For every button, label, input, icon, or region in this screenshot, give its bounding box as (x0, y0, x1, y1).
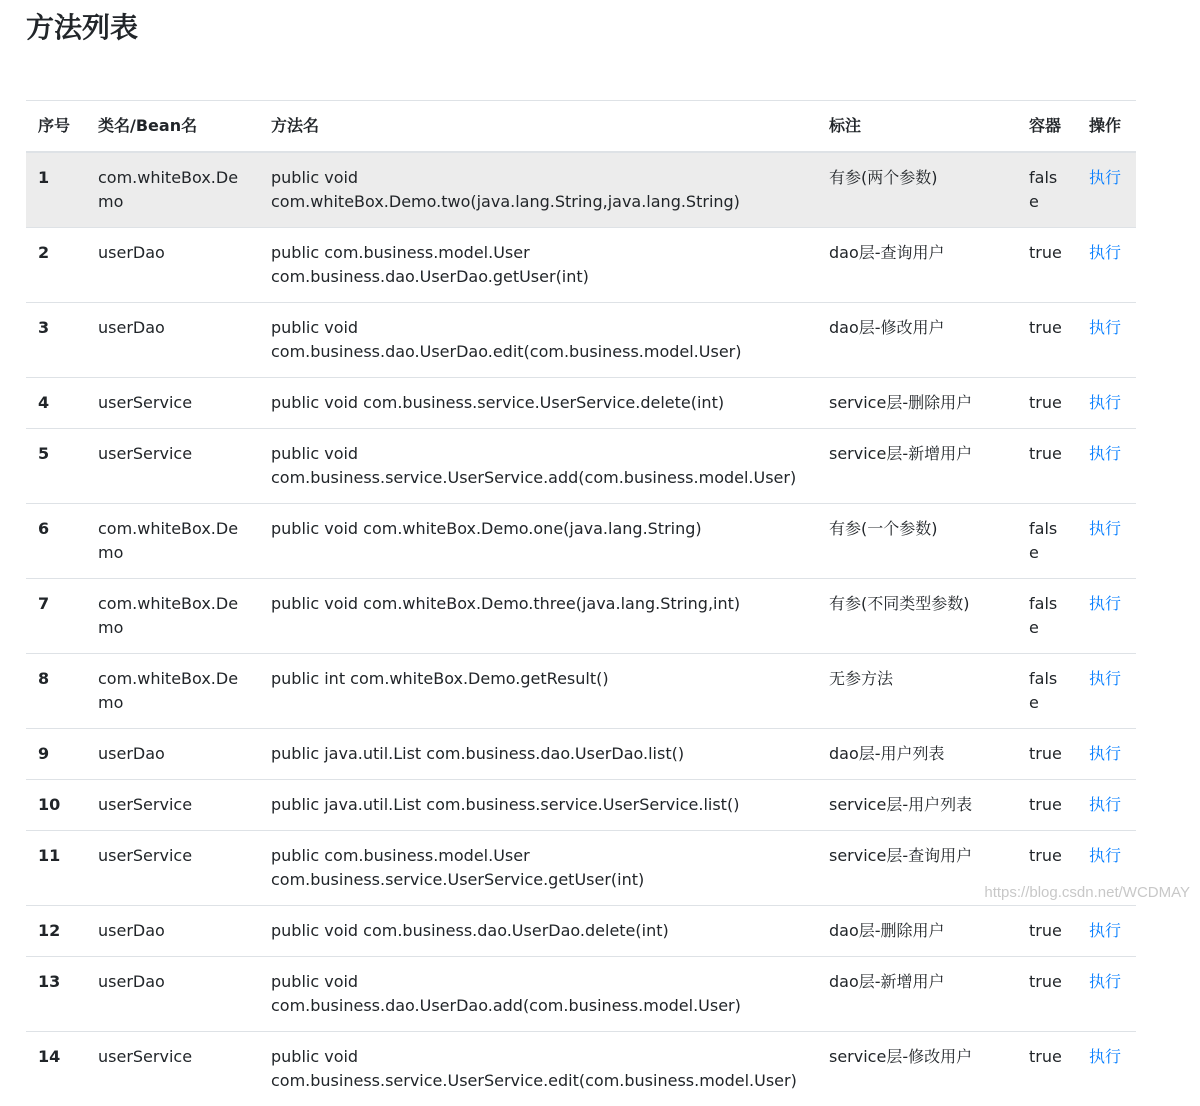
row-index: 2 (26, 228, 86, 303)
row-method: public void com.business.service.UserService.delete(int) (259, 378, 817, 429)
row-note: dao层-用户列表 (817, 729, 1017, 780)
row-container: true (1017, 831, 1077, 906)
execute-link[interactable]: 执行 (1089, 393, 1121, 412)
table-row (26, 1032, 1136, 1106)
execute-link[interactable]: 执行 (1089, 519, 1121, 538)
row-action (1077, 152, 1136, 228)
row-note: dao层-修改用户 (817, 303, 1017, 378)
row-method: public void com.whiteBox.Demo.three(java.lang.String,int) (259, 579, 817, 654)
row-index: 14 (26, 1032, 86, 1106)
execute-link[interactable]: 执行 (1089, 795, 1121, 814)
row-note: 有参(两个参数) (817, 152, 1017, 228)
header-index: 序号 (26, 101, 86, 153)
table-row (26, 228, 1136, 303)
table-row (26, 729, 1136, 780)
row-method: public com.business.model.User com.business.dao.UserDao.getUser(int) (259, 228, 817, 303)
row-container: true (1017, 303, 1077, 378)
row-note: service层-修改用户 (817, 1032, 1017, 1106)
row-container: true (1017, 1032, 1077, 1106)
row-method: public void com.business.dao.UserDao.delete(int) (259, 906, 817, 957)
header-note: 标注 (817, 101, 1017, 153)
table-header (26, 101, 1136, 153)
row-bean: com.whiteBox.Demo (86, 654, 259, 729)
execute-link[interactable]: 执行 (1089, 243, 1121, 262)
execute-link[interactable]: 执行 (1089, 669, 1121, 688)
execute-link[interactable]: 执行 (1089, 744, 1121, 763)
header-row (26, 101, 1136, 153)
table-row (26, 152, 1136, 228)
table-row (26, 654, 1136, 729)
row-index: 11 (26, 831, 86, 906)
row-action (1077, 579, 1136, 654)
row-container: true (1017, 429, 1077, 504)
row-bean: userDao (86, 729, 259, 780)
row-index: 6 (26, 504, 86, 579)
execute-link[interactable]: 执行 (1089, 444, 1121, 463)
row-index: 5 (26, 429, 86, 504)
row-bean: userDao (86, 957, 259, 1032)
execute-link[interactable]: 执行 (1089, 921, 1121, 940)
page-title: 方法列表 (26, 8, 138, 48)
row-action (1077, 429, 1136, 504)
row-container: true (1017, 729, 1077, 780)
execute-link[interactable]: 执行 (1089, 846, 1121, 865)
row-container: true (1017, 378, 1077, 429)
row-bean: userService (86, 1032, 259, 1106)
row-action (1077, 228, 1136, 303)
row-bean: userService (86, 429, 259, 504)
row-bean: com.whiteBox.Demo (86, 579, 259, 654)
execute-link[interactable]: 执行 (1089, 1047, 1121, 1066)
row-index: 13 (26, 957, 86, 1032)
row-note: service层-查询用户 (817, 831, 1017, 906)
row-index: 10 (26, 780, 86, 831)
table-row (26, 579, 1136, 654)
row-index: 1 (26, 152, 86, 228)
row-method: public int com.whiteBox.Demo.getResult() (259, 654, 817, 729)
row-container: false (1017, 504, 1077, 579)
row-method: public void com.whiteBox.Demo.one(java.lang.String) (259, 504, 817, 579)
row-bean: userService (86, 780, 259, 831)
row-container: false (1017, 152, 1077, 228)
table-row (26, 429, 1136, 504)
header-action: 操作 (1077, 101, 1136, 153)
row-note: service层-新增用户 (817, 429, 1017, 504)
row-method: public void com.business.dao.UserDao.add(com.business.model.User) (259, 957, 817, 1032)
row-method: public com.business.model.User com.business.service.UserService.getUser(int) (259, 831, 817, 906)
row-container: true (1017, 957, 1077, 1032)
row-action (1077, 729, 1136, 780)
row-method: public void com.business.dao.UserDao.edit(com.business.model.User) (259, 303, 817, 378)
row-note: service层-用户列表 (817, 780, 1017, 831)
table-row (26, 831, 1136, 906)
row-method: public java.util.List com.business.service.UserService.list() (259, 780, 817, 831)
row-method: public java.util.List com.business.dao.UserDao.list() (259, 729, 817, 780)
row-note: 有参(不同类型参数) (817, 579, 1017, 654)
row-index: 3 (26, 303, 86, 378)
row-bean: com.whiteBox.Demo (86, 504, 259, 579)
row-note: service层-删除用户 (817, 378, 1017, 429)
row-action (1077, 303, 1136, 378)
row-bean: userDao (86, 228, 259, 303)
execute-link[interactable]: 执行 (1089, 972, 1121, 991)
row-container: false (1017, 579, 1077, 654)
table-row (26, 906, 1136, 957)
row-action (1077, 906, 1136, 957)
row-note: 无参方法 (817, 654, 1017, 729)
table-body (26, 152, 1136, 1106)
row-bean: userDao (86, 906, 259, 957)
row-index: 4 (26, 378, 86, 429)
row-method: public void com.business.service.UserService.edit(com.business.model.User) (259, 1032, 817, 1106)
row-action (1077, 1032, 1136, 1106)
table-row (26, 780, 1136, 831)
row-bean: com.whiteBox.Demo (86, 152, 259, 228)
execute-link[interactable]: 执行 (1089, 594, 1121, 613)
row-index: 8 (26, 654, 86, 729)
row-bean: userService (86, 831, 259, 906)
row-action (1077, 378, 1136, 429)
row-method: public void com.business.service.UserService.add(com.business.model.User) (259, 429, 817, 504)
row-action (1077, 654, 1136, 729)
table-row (26, 957, 1136, 1032)
table-row (26, 378, 1136, 429)
execute-link[interactable]: 执行 (1089, 168, 1121, 187)
row-bean: userDao (86, 303, 259, 378)
row-container: true (1017, 228, 1077, 303)
row-note: 有参(一个参数) (817, 504, 1017, 579)
header-method: 方法名 (259, 101, 817, 153)
table-row (26, 504, 1136, 579)
header-bean: 类名/Bean名 (86, 101, 259, 153)
row-action (1077, 957, 1136, 1032)
row-bean: userService (86, 378, 259, 429)
row-container: false (1017, 654, 1077, 729)
row-index: 7 (26, 579, 86, 654)
row-note: dao层-删除用户 (817, 906, 1017, 957)
table-row (26, 303, 1136, 378)
row-index: 9 (26, 729, 86, 780)
row-container: true (1017, 780, 1077, 831)
row-note: dao层-查询用户 (817, 228, 1017, 303)
row-method: public void com.whiteBox.Demo.two(java.lang.String,java.lang.String) (259, 152, 817, 228)
row-action (1077, 504, 1136, 579)
row-index: 12 (26, 906, 86, 957)
row-action (1077, 780, 1136, 831)
watermark: https://blog.csdn.net/WCDMAY (984, 884, 1190, 901)
execute-link[interactable]: 执行 (1089, 318, 1121, 337)
row-container: true (1017, 906, 1077, 957)
row-note: dao层-新增用户 (817, 957, 1017, 1032)
header-container: 容器 (1017, 101, 1077, 153)
method-table (26, 100, 1136, 1106)
